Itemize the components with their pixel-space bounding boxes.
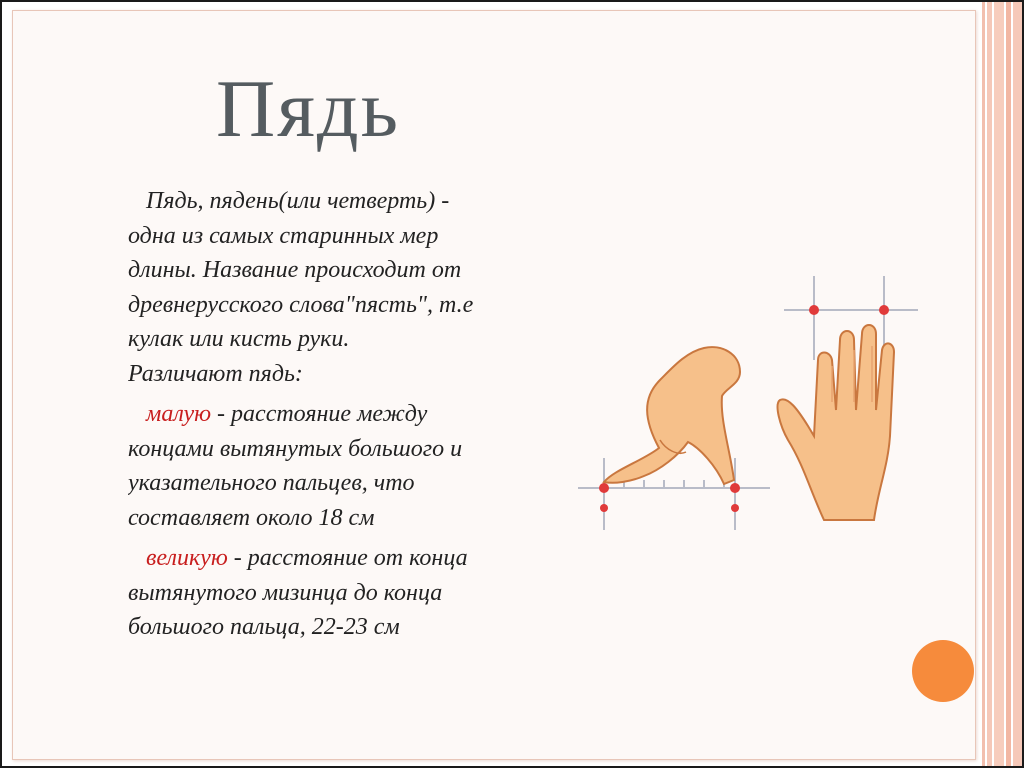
intro-line-5: кулак или кисть руки.: [128, 326, 350, 352]
large-span-figure: [778, 276, 918, 520]
intro-line-2: одна из самых старинных мер: [128, 222, 439, 249]
decorative-stripes: [980, 2, 1022, 766]
body-text: [128, 184, 588, 654]
slide-title: Пядь: [216, 63, 401, 154]
large-span-line-2: вытянутого мизинца до конца: [128, 579, 443, 606]
large-span-line-3: большого пальца, 22-23 см: [128, 614, 400, 640]
intro-line-3: длины. Название происходит от: [128, 257, 462, 283]
large-span-term: великую: [146, 545, 228, 571]
intro-line-1: Пядь, пядень(или четверть) -: [146, 188, 450, 214]
small-span-line-1: малую - расстояние между: [146, 401, 428, 427]
intro-line-4: древнерусского слова"пясть", т.е: [128, 291, 474, 318]
small-span-line-3: указательного пальцев, что: [128, 470, 415, 496]
orange-circle-decoration: [912, 640, 974, 702]
large-span-line-1: великую - расстояние от конца: [146, 545, 468, 571]
small-span-figure: [578, 347, 770, 530]
hand-span-illustration: [574, 270, 920, 532]
intro-line-6: Различают пядь:: [128, 360, 303, 387]
small-span-line-2: концами вытянутых большого и: [128, 435, 463, 462]
small-span-line-4: составляет около 18 см: [128, 504, 375, 531]
small-span-term: малую: [146, 401, 212, 427]
